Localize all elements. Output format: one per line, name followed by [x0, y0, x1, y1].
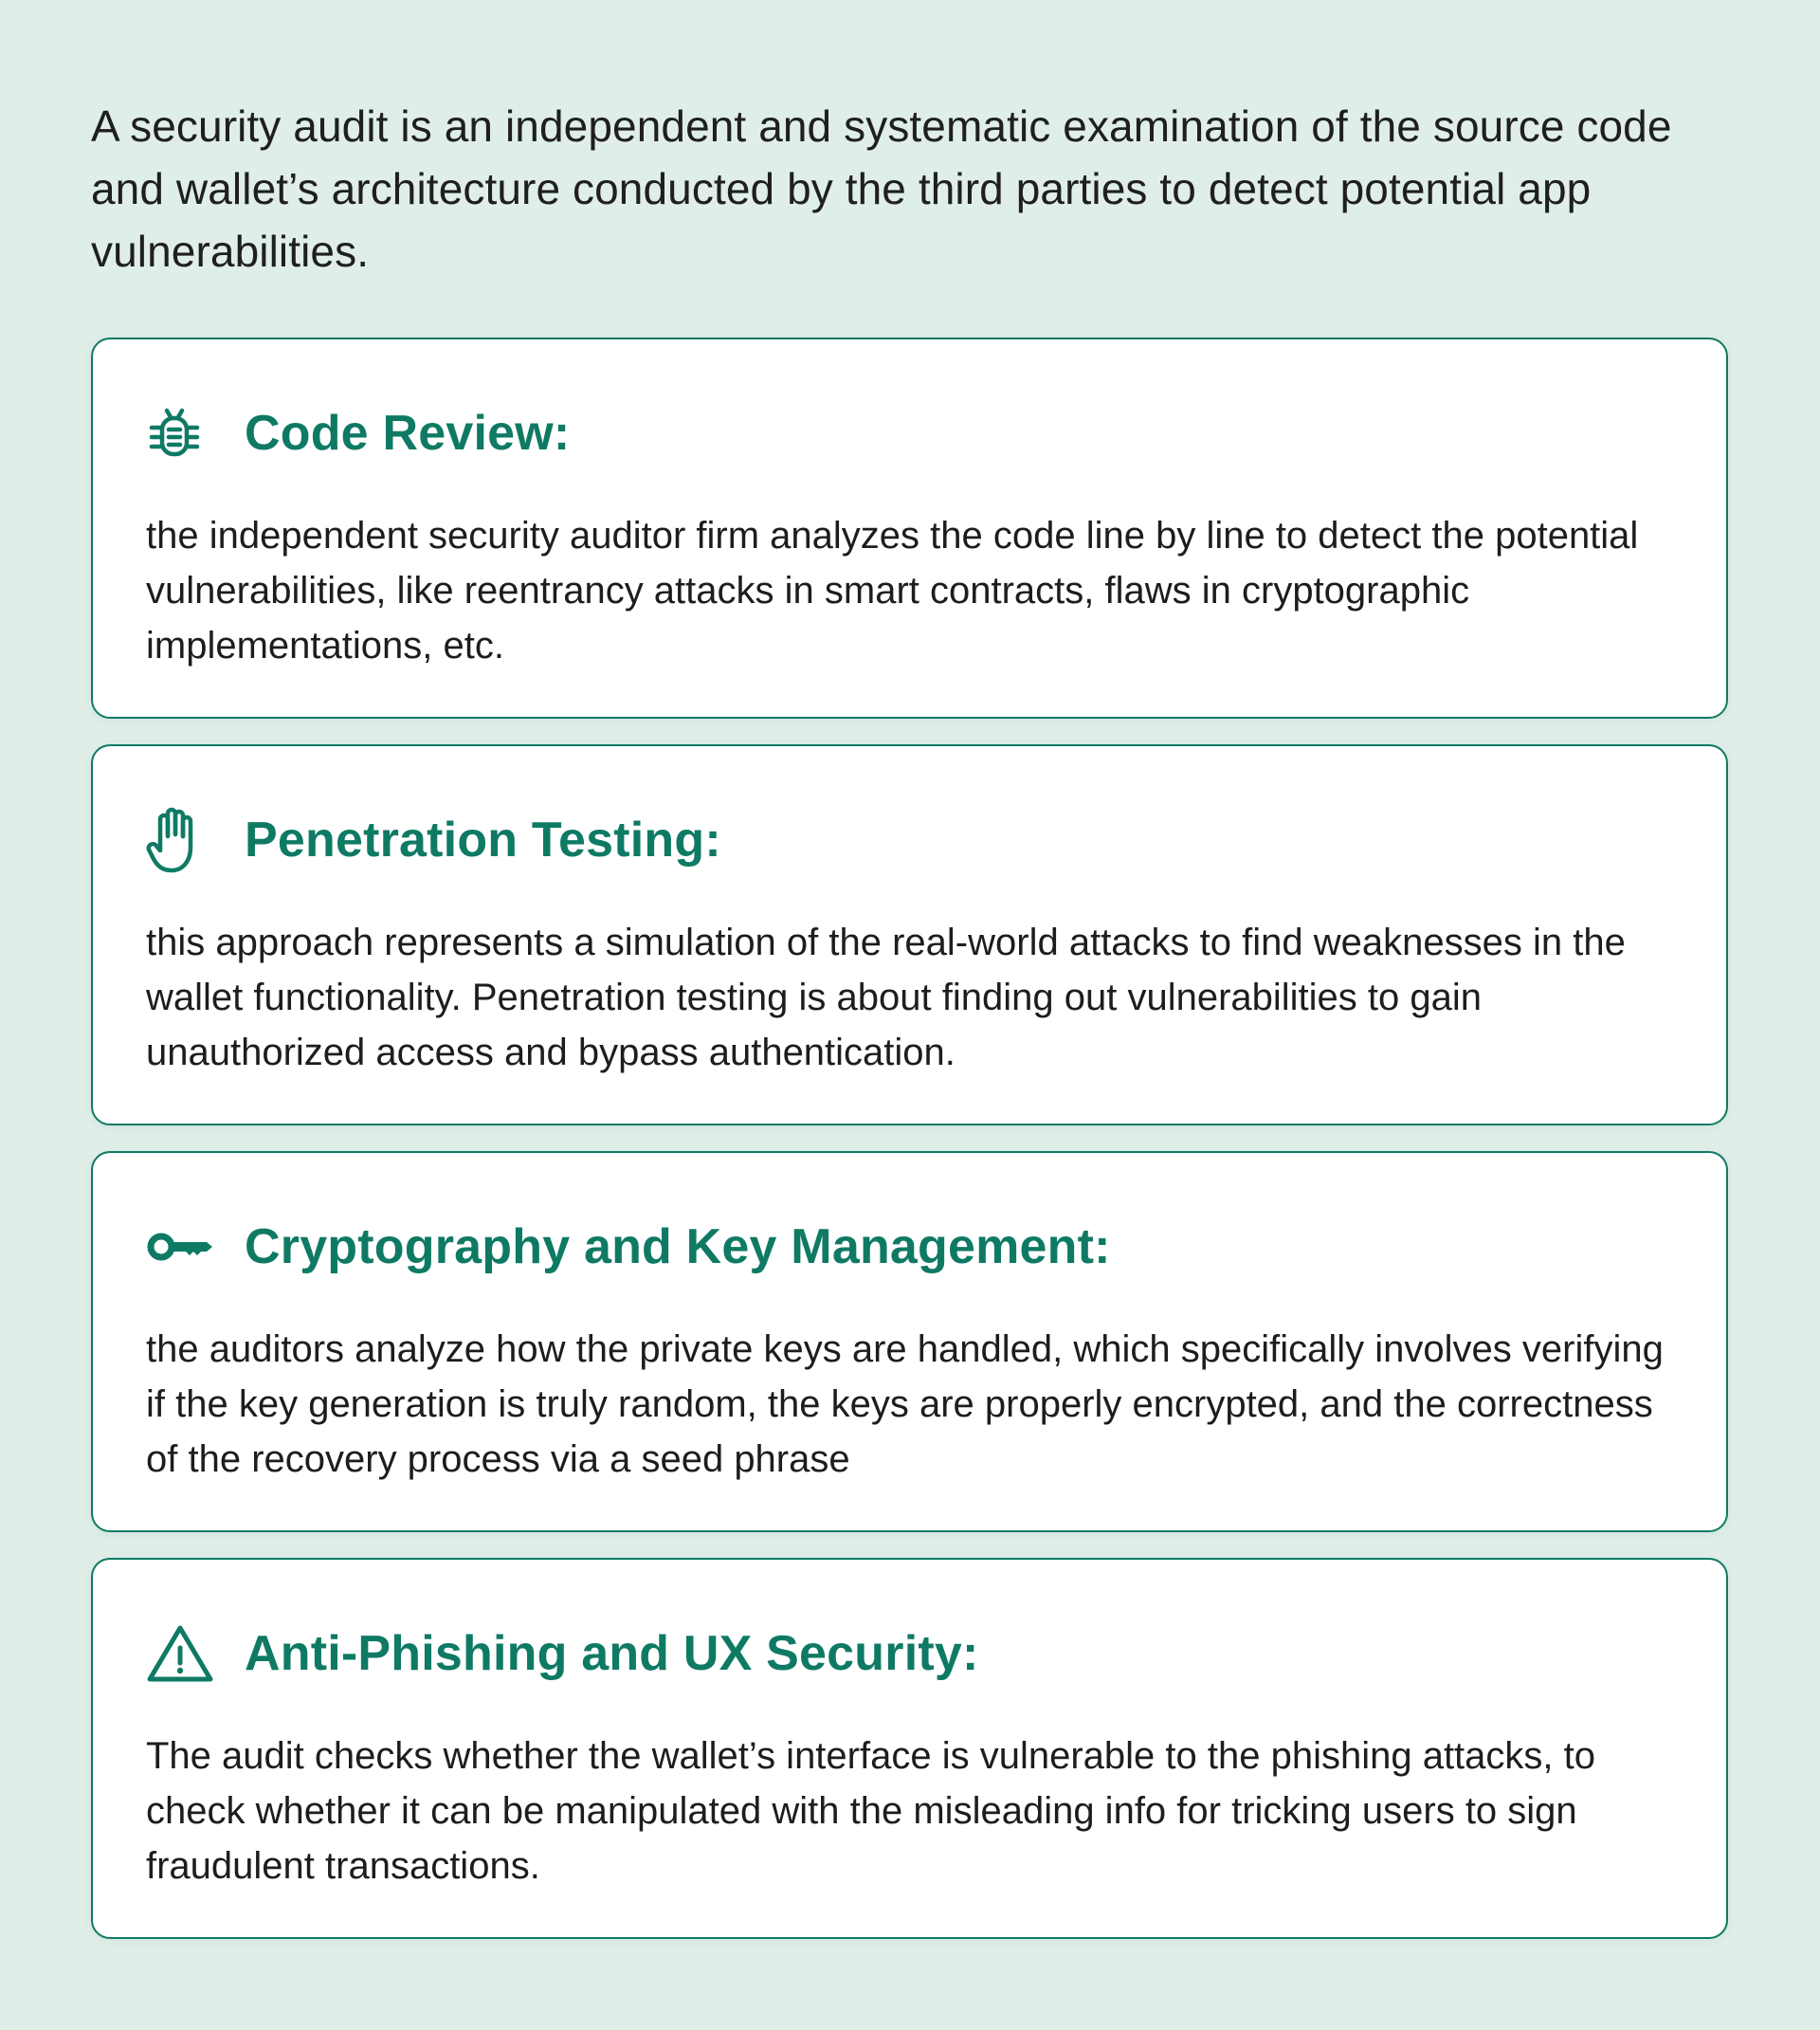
card-body: the independent security auditor firm analyzes the code line by line to detect the potential vulnerabilities, like reentrancy attacks in smart contracts, flaws in cryptographic implementations, etc.: [146, 515, 1639, 667]
card-code-review: [91, 338, 1728, 719]
hand-icon: [146, 804, 245, 876]
card-penetration-testing: [91, 744, 1728, 1125]
card-header: [146, 1620, 1673, 1687]
card-header: [146, 1214, 1673, 1280]
card-header: [146, 400, 1673, 466]
card-cryptography: [91, 1151, 1728, 1532]
intro-paragraph: A security audit is an independent and systematic examination of the source code and wallet’s architecture conducted by the third parties to detect potential app vulnerabilities.: [91, 101, 1672, 276]
card-body: this approach represents a simulation of the real-world attacks to find weaknesses in the wallet functionality. Penetration testing is about finding out vulnerabilities to gain unauthorized access and bypass authentication.: [146, 922, 1626, 1073]
audit-cards: [91, 338, 1728, 1965]
card-anti-phishing: [91, 1558, 1728, 1939]
card-title: Cryptography and Key Management:: [245, 1219, 1111, 1274]
card-body: the auditors analyze how the private keys are handled, which specifically involves verifying if the key generation is truly random, the keys are properly encrypted, and the correctness of the recovery process via a seed phrase: [146, 1328, 1664, 1480]
card-title: Penetration Testing:: [245, 813, 721, 868]
card-title: Code Review:: [245, 406, 571, 461]
key-icon: [146, 1211, 245, 1283]
warning-icon: [146, 1618, 245, 1690]
card-title: Anti-Phishing and UX Security:: [245, 1626, 979, 1681]
card-header: [146, 807, 1673, 873]
card-body: The audit checks whether the wallet’s interface is vulnerable to the phishing attacks, to check whether it can be manipulated with the misleading info for tricking users to sign fraudulent transactions.: [146, 1735, 1596, 1887]
bug-icon: [146, 397, 245, 469]
